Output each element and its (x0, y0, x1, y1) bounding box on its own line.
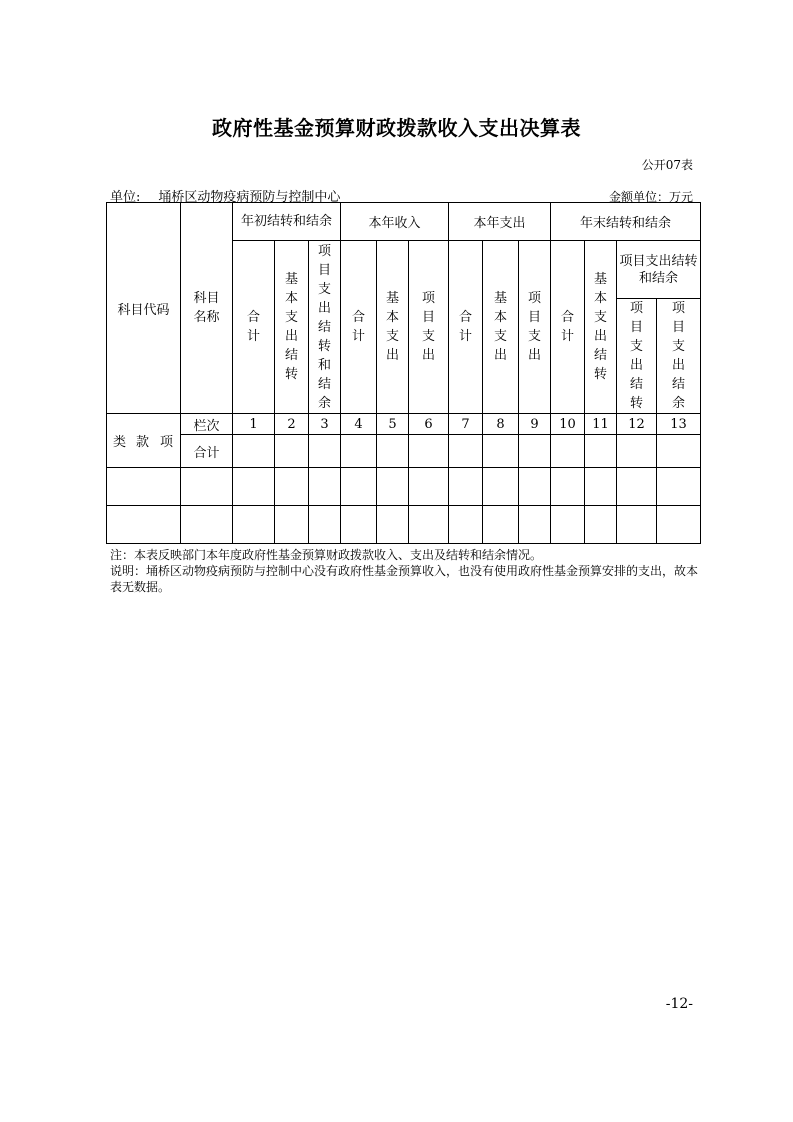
table-cell (309, 435, 341, 468)
table-cell (617, 468, 657, 506)
table-cell (551, 435, 585, 468)
explanation-text: 说明：埇桥区动物疫病预防与控制中心没有政府性基金预算收入，也没有使用政府性基金预算安排的支出，故本表无数据。 (110, 564, 699, 594)
table-cell (377, 506, 409, 544)
total-row-label: 合计 (181, 435, 233, 468)
opening-basic-header: 基本支出结转 (275, 241, 309, 414)
subject-code-header: 科目代码 (107, 203, 181, 414)
column-number: 10 (551, 414, 585, 435)
column-number: 6 (409, 414, 449, 435)
table-cell (341, 468, 377, 506)
column-no-label: 栏次 (181, 414, 233, 435)
table-cell (181, 468, 233, 506)
table-cell (309, 506, 341, 544)
column-number: 13 (657, 414, 701, 435)
column-number: 4 (341, 414, 377, 435)
column-number: 7 (449, 414, 483, 435)
table-cell (519, 506, 551, 544)
form-number: 公开07表 (641, 158, 693, 172)
table-cell (585, 435, 617, 468)
budget-table (106, 202, 701, 544)
table-row (107, 506, 701, 544)
table-cell (107, 506, 181, 544)
table-cell (409, 506, 449, 544)
class-label: 类 (112, 435, 126, 450)
expense-header: 本年支出 (449, 203, 551, 241)
unit-label: 单位: (110, 190, 141, 205)
table-cell (275, 435, 309, 468)
column-number: 11 (585, 414, 617, 435)
table-cell (483, 435, 519, 468)
table-cell (519, 468, 551, 506)
amount-unit: 金额单位：万元 (608, 190, 693, 204)
table-cell (275, 506, 309, 544)
column-number: 3 (309, 414, 341, 435)
income-total-header: 合计 (341, 241, 377, 414)
table-cell (617, 435, 657, 468)
table-cell (409, 468, 449, 506)
table-cell (377, 468, 409, 506)
column-number: 8 (483, 414, 519, 435)
table-cell (409, 435, 449, 468)
sub-label: 项 (159, 435, 173, 450)
class-item-sub-labels (107, 414, 181, 468)
column-number: 2 (275, 414, 309, 435)
column-number: 1 (233, 414, 275, 435)
table-cell (657, 468, 701, 506)
table-cell (233, 435, 275, 468)
closing-project-balance-header: 项目支出结余 (657, 299, 701, 414)
table-cell (233, 506, 275, 544)
income-header: 本年收入 (341, 203, 449, 241)
table-cell (551, 468, 585, 506)
expense-basic-header: 基本支出 (483, 241, 519, 414)
table-cell (657, 506, 701, 544)
column-number: 5 (377, 414, 409, 435)
table-cell (519, 435, 551, 468)
expense-project-header: 项目支出 (519, 241, 551, 414)
table-cell (377, 435, 409, 468)
unit-name: 埇桥区动物疫病预防与控制中心 (158, 190, 341, 205)
closing-total-header: 合计 (551, 241, 585, 414)
column-number: 9 (519, 414, 551, 435)
table-cell (617, 506, 657, 544)
note-text: 注：本表反映部门本年度政府性基金预算财政拨款收入、支出及结转和结余情况。 (110, 548, 543, 562)
notes (110, 547, 700, 595)
closing-project-header: 项目支出结转和结余 (617, 241, 701, 299)
opening-project-header: 项目支出结转和结余 (309, 241, 341, 414)
table-cell (483, 468, 519, 506)
table-cell (275, 468, 309, 506)
table-cell (449, 506, 483, 544)
table-cell (585, 468, 617, 506)
subject-name-header: 科目名称 (181, 203, 233, 414)
column-number: 12 (617, 414, 657, 435)
table-cell (657, 435, 701, 468)
table-cell (341, 435, 377, 468)
income-basic-header: 基本支出 (377, 241, 409, 414)
table-cell (341, 506, 377, 544)
item-label: 款 (135, 435, 149, 450)
closing-project-carry-header: 项目支出结转 (617, 299, 657, 414)
table-cell (585, 506, 617, 544)
expense-total-header: 合计 (449, 241, 483, 414)
table-cell (309, 468, 341, 506)
table-cell (233, 468, 275, 506)
closing-basic-header: 基本支出结转 (585, 241, 617, 414)
table-cell (483, 506, 519, 544)
income-project-header: 项目支出 (409, 241, 449, 414)
table-cell (107, 468, 181, 506)
table-cell (551, 506, 585, 544)
closing-balance-header: 年末结转和结余 (551, 203, 701, 241)
table-cell (181, 506, 233, 544)
table-cell (449, 435, 483, 468)
table-row (107, 468, 701, 506)
page-number: -12- (665, 996, 693, 1012)
page-title: 政府性基金预算财政拨款收入支出决算表 (212, 116, 581, 140)
opening-total-header: 合计 (233, 241, 275, 414)
opening-balance-header: 年初结转和结余 (233, 203, 341, 241)
table-cell (449, 468, 483, 506)
